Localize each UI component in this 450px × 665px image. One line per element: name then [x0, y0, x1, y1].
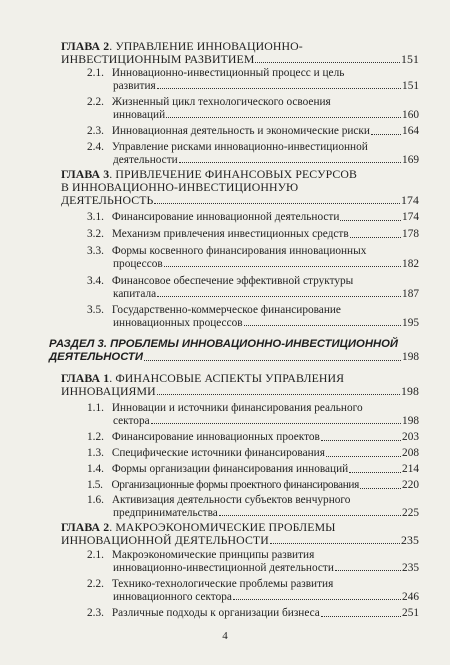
- section-title-cont: сектора: [113, 414, 150, 427]
- section-number: 2.2.: [87, 578, 104, 590]
- page-number: 214: [402, 463, 419, 475]
- part-title-cont: ДЕЯТЕЛЬНОСТИ: [49, 351, 143, 363]
- section-number: 2.4.: [87, 141, 104, 153]
- chapter-title: . МАКРОЭКОНОМИЧЕСКИЕ ПРОБЛЕМЫ: [109, 520, 336, 534]
- page-number: 246: [402, 590, 419, 603]
- section-title: Различные подходы к организации бизнеса: [111, 607, 320, 619]
- chapter-title-cont: ИНВЕСТИЦИОННЫМ РАЗВИТИЕМ: [61, 52, 255, 66]
- toc-section: [87, 447, 419, 460]
- toc-part: [49, 338, 419, 364]
- section-number: 1.6.: [87, 494, 104, 506]
- section-number: 3.5.: [87, 304, 104, 316]
- page-number: 174: [401, 193, 419, 207]
- toc-section: [87, 211, 419, 224]
- section-title: Организационные формы проектного финансирования: [111, 479, 359, 491]
- section-number: 1.4.: [87, 463, 104, 475]
- section-number: 2.1.: [87, 67, 104, 79]
- toc-chapter: [61, 40, 419, 66]
- toc-section: [87, 402, 419, 427]
- section-title-cont: инновационного сектора: [113, 590, 232, 603]
- chapter-title-cont: ДЕЯТЕЛЬНОСТЬ: [61, 193, 154, 207]
- page-number: 235: [401, 533, 419, 547]
- toc-section: [87, 607, 419, 620]
- section-title-cont: инновационных процессов: [113, 316, 243, 329]
- toc-section: [87, 275, 419, 300]
- page-number: 174: [402, 211, 419, 223]
- section-title: Инновационная деятельность и экономические риски: [111, 125, 370, 137]
- section-title: Управление рисками инновационно-инвестиционной: [111, 141, 368, 153]
- toc-chapter: [61, 372, 419, 398]
- page-number: 151: [401, 52, 419, 66]
- chapter-title: . УПРАВЛЕНИЕ ИННОВАЦИОННО-: [109, 39, 303, 53]
- page-number: 203: [402, 431, 419, 443]
- section-title: Формы косвенного финансирования инновационных: [111, 245, 367, 257]
- page-number: 164: [402, 125, 419, 137]
- section-title-cont: инновационно-инвестиционной деятельности: [113, 561, 334, 574]
- toc-chapter: [61, 521, 419, 547]
- page-number: 151: [402, 79, 419, 92]
- section-number: 2.2.: [87, 96, 104, 108]
- section-number: 2.3.: [87, 607, 104, 619]
- chapter-word: ГЛАВА 3: [61, 167, 110, 181]
- section-title: Жизненный цикл технологического освоения: [111, 96, 331, 108]
- toc-section: [87, 463, 419, 476]
- page-number: 208: [402, 447, 419, 459]
- section-number: 2.1.: [87, 549, 104, 561]
- page-number: 169: [402, 153, 419, 166]
- section-title-cont: процессов: [113, 257, 163, 270]
- toc-section: [87, 96, 419, 121]
- page-number: 235: [402, 561, 419, 574]
- page-number: 187: [402, 287, 419, 300]
- section-title-cont: капитала: [113, 287, 157, 300]
- page-number: 198: [402, 351, 419, 363]
- section-title: Специфические источники финансирования: [111, 447, 325, 459]
- page-number: 198: [401, 384, 419, 398]
- section-number: 1.2.: [87, 431, 104, 443]
- section-title: Инновационно-инвестиционный процесс и цель: [111, 67, 345, 79]
- chapter-word: ГЛАВА 2: [61, 520, 110, 534]
- toc-section: [87, 304, 419, 329]
- toc-section: [87, 549, 419, 574]
- chapter-title-mid: В ИННОВАЦИОННО-ИНВЕСТИЦИОННУЮ: [61, 180, 299, 194]
- toc-section: [87, 431, 419, 444]
- toc-section: [87, 494, 419, 519]
- chapter-title: . ФИНАНСОВЫЕ АСПЕКТЫ УПРАВЛЕНИЯ: [109, 371, 345, 385]
- section-title: Формы организации финансирования инноваций: [111, 463, 349, 475]
- section-title: Механизм привлечения инвестиционных средств: [111, 228, 349, 240]
- section-title: Государственно-коммерческое финансирование: [111, 304, 341, 316]
- page-number: 160: [402, 108, 419, 121]
- toc-chapter: [61, 168, 419, 207]
- section-title: Финансовое обеспечение эффективной структуры: [111, 275, 354, 287]
- toc-section: [87, 245, 419, 270]
- part-title: РАЗДЕЛ 3. ПРОБЛЕМЫ ИННОВАЦИОННО-ИНВЕСТИЦИОННОЙ: [49, 338, 399, 350]
- chapter-title-cont: ИННОВАЦИЯМИ: [61, 384, 156, 398]
- section-title-cont: деятельности: [113, 153, 178, 166]
- page-number: 195: [402, 316, 419, 329]
- section-title: Финансирование инновационной деятельности: [111, 211, 340, 223]
- section-title: Активизация деятельности субъектов венчурного: [111, 494, 351, 506]
- section-number: 2.3.: [87, 125, 104, 137]
- section-number: 3.3.: [87, 245, 104, 257]
- toc-section: [87, 67, 419, 92]
- chapter-title: . ПРИВЛЕЧЕНИЕ ФИНАНСОВЫХ РЕСУРСОВ: [109, 167, 357, 181]
- section-title: Макроэкономические принципы развития: [111, 549, 315, 561]
- chapter-title-cont: ИННОВАЦИОННОЙ ДЕЯТЕЛЬНОСТИ: [61, 533, 269, 547]
- section-number: 1.3.: [87, 447, 104, 459]
- section-number: 3.2.: [87, 228, 104, 240]
- section-number: 3.1.: [87, 211, 104, 223]
- toc-section: [87, 479, 419, 492]
- section-title-cont: инноваций: [113, 108, 166, 121]
- page-number: 198: [402, 414, 419, 427]
- page-number: 251: [402, 607, 419, 619]
- toc-section: [87, 125, 419, 138]
- page-number: 220: [402, 479, 419, 491]
- page-number: 178: [402, 228, 419, 240]
- chapter-word: ГЛАВА 1: [61, 371, 110, 385]
- section-number: 1.5.: [87, 479, 103, 491]
- toc-section: [87, 228, 419, 241]
- section-title: Технико-технологические проблемы развития: [111, 578, 334, 590]
- page-footer-number: 4: [222, 630, 228, 642]
- page-number: 225: [402, 506, 419, 519]
- toc-section: [87, 578, 419, 603]
- section-number: 1.1.: [87, 402, 104, 414]
- section-number: 3.4.: [87, 275, 104, 287]
- section-title-cont: предпринимательства: [113, 506, 218, 519]
- page-number: 182: [402, 257, 419, 270]
- chapter-word: ГЛАВА 2: [61, 39, 110, 53]
- toc-section: [87, 141, 419, 166]
- section-title: Финансирование инновационных проектов: [111, 431, 320, 443]
- section-title-cont: развития: [113, 79, 156, 92]
- section-title: Инновации и источники финансирования реального: [111, 402, 363, 414]
